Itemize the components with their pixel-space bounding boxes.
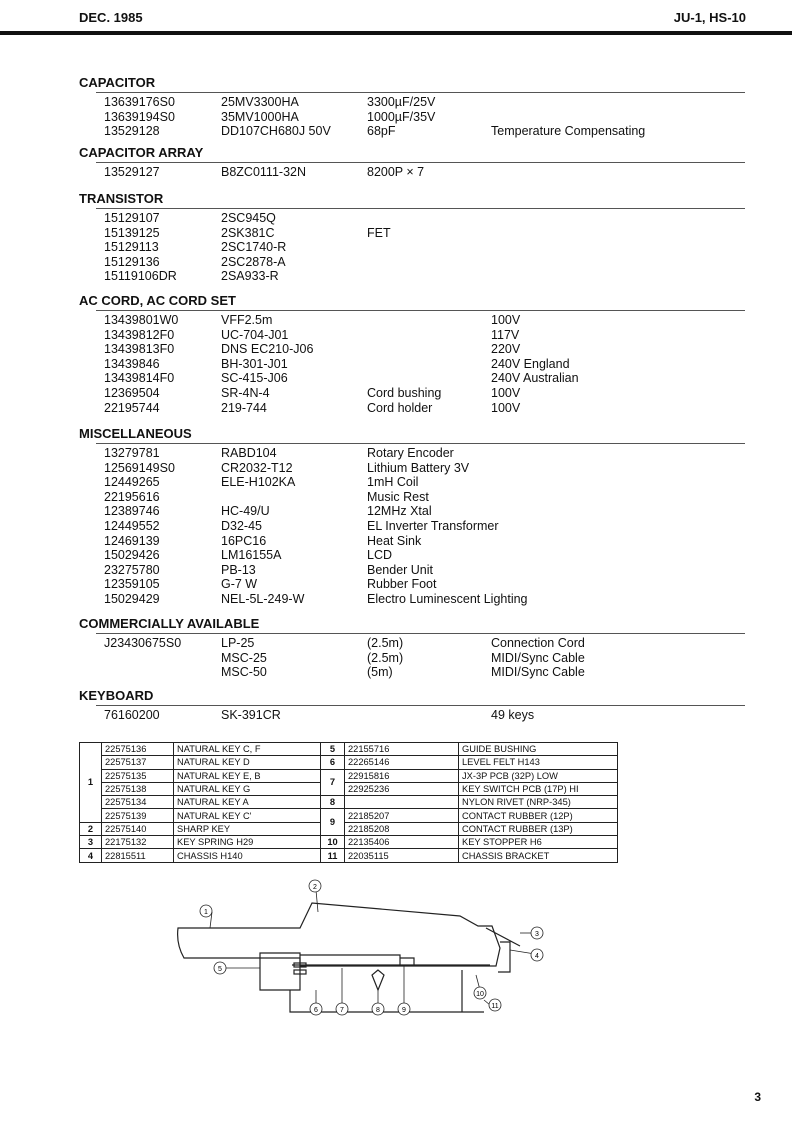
callout-label: 1 — [204, 909, 208, 916]
spec: LCD — [367, 548, 393, 563]
spec: (2.5m) — [367, 650, 404, 665]
model: CR2032-T12 — [221, 460, 293, 475]
spec: Rotary Encoder — [367, 446, 454, 460]
part-number: J23430675S0 — [104, 636, 182, 650]
header-date: DEC. 1985 — [79, 10, 143, 25]
item-number: 1 — [80, 743, 102, 823]
spec: Heat Sink — [367, 533, 422, 548]
model: G-7 W — [221, 577, 258, 592]
model: 219-744 — [221, 400, 267, 415]
note: 100V — [491, 400, 521, 415]
section-title: CAPACITOR — [79, 75, 156, 90]
spec: FET — [367, 225, 391, 240]
part-number: 13439813F0 — [104, 342, 175, 357]
part-number: 15139125 — [104, 225, 160, 240]
callout-label: 6 — [314, 1007, 318, 1014]
spec: 1mH Coil — [367, 475, 419, 490]
part-number: 13439846 — [104, 356, 160, 371]
spec: 3300µF/25V — [367, 95, 436, 109]
note: 117V — [491, 327, 520, 342]
model: BH-301-J01 — [221, 356, 288, 371]
header-model: JU-1, HS-10 — [673, 10, 746, 25]
note: 240V England — [491, 356, 570, 371]
model: 2SC2878-A — [221, 254, 286, 269]
part-number: 13639176S0 — [104, 95, 175, 109]
model: 2SC945Q — [221, 211, 276, 225]
model: SC-415-J06 — [221, 371, 288, 386]
callout-label: 4 — [535, 953, 539, 960]
callout-label: 10 — [476, 991, 484, 998]
callout-label: 7 — [340, 1007, 344, 1014]
section-title: KEYBOARD — [79, 688, 154, 703]
part-number: 15129113 — [104, 240, 159, 255]
callout-label: 5 — [218, 966, 222, 973]
model: PB-13 — [221, 562, 256, 577]
part-number: 13439801W0 — [104, 313, 179, 327]
model: DNS EC210-J06 — [221, 342, 314, 357]
model: 2SA933-R — [221, 269, 279, 284]
model: 16PC16 — [221, 533, 267, 548]
spec: Electro Luminescent Lighting — [367, 592, 528, 606]
part-number: 15129136 — [104, 254, 160, 269]
part-number: 12469139 — [104, 533, 160, 548]
part-number: 22195744 — [104, 400, 160, 415]
callout-label: 8 — [376, 1007, 380, 1014]
model: LP-25 — [221, 636, 255, 650]
section-title: MISCELLANEOUS — [79, 426, 192, 441]
part-number: 12449265 — [104, 475, 160, 490]
part-number: 23275780 — [104, 562, 160, 577]
part-number: 12389746 — [104, 504, 160, 519]
note: 49 keys — [491, 708, 535, 722]
part-number: 12369504 — [104, 386, 160, 400]
model: RABD104 — [221, 446, 277, 460]
note: MIDI/Sync Cable — [491, 665, 585, 680]
keyboard-parts-table: 1 22575136 NATURAL KEY C, F 5 22155716 GUIDE BUSHING 22575137 NATURAL KEY D 6 22265146 LEVEL FELT H143 22575135 NATURAL KEY E, B 7 22915816 JX-3P PCB (32P) LOW 22575138 NATURAL KEY G 22925236 KEY SWITCH PCB (17P) HI 22575134 NATURAL KEY A 8 NYLON RIVET (NRP-345) 22575139 NATURAL KEY C' 9 22185207 CONTACT RUBBER (12P) 2 22575140 SHARP KEY 22185208 CONTACT RUBBER (13P) 3 22175132 KEY SPRING H29 10 22135406 KEY STOPPER H6 4 22815511 CHASSIS H140 11 22035115 CHASSIS BRACKET — [79, 742, 618, 863]
callout-label: 9 — [402, 1007, 406, 1014]
spec: Lithium Battery 3V — [367, 460, 470, 475]
note: 100V — [491, 313, 521, 327]
model: ELE-H102KA — [221, 475, 296, 490]
model: LM16155A — [221, 548, 282, 563]
callout-label: 11 — [491, 1003, 499, 1010]
section-title: CAPACITOR ARRAY — [79, 145, 204, 160]
part-number: 13529127 — [104, 165, 160, 179]
note: Connection Cord — [491, 636, 585, 650]
model: NEL-5L-249-W — [221, 592, 305, 606]
model: DD107CH680J 50V — [221, 124, 331, 139]
model: SK-391CR — [221, 708, 281, 722]
model: UC-704-J01 — [221, 327, 289, 342]
model: SR-4N-4 — [221, 386, 270, 400]
note: 220V — [491, 342, 521, 357]
spec: 8200P × 7 — [367, 165, 425, 179]
spec: Cord holder — [367, 400, 433, 415]
section-title: COMMERCIALLY AVAILABLE — [79, 616, 260, 631]
callout-label: 3 — [535, 931, 539, 938]
part-number: 15029426 — [104, 548, 160, 563]
model: 25MV3300HA — [221, 95, 299, 109]
page-number: 3 — [754, 1090, 761, 1104]
spec: 12MHz Xtal — [367, 504, 432, 519]
spec: Bender Unit — [367, 562, 434, 577]
part-number: 13279781 — [104, 446, 160, 460]
part-number: 76160200 — [104, 708, 160, 722]
note: MIDI/Sync Cable — [491, 650, 585, 665]
part-number: 15129107 — [104, 211, 160, 225]
part-number: 15029429 — [104, 592, 160, 606]
spec: Cord bushing — [367, 386, 442, 400]
model: B8ZC0111-32N — [221, 165, 306, 179]
spec: 68pF — [367, 124, 396, 139]
note: 240V Australian — [491, 371, 579, 386]
model: HC-49/U — [221, 504, 270, 519]
callout-label: 2 — [313, 884, 317, 891]
model: D32-45 — [221, 519, 262, 533]
part-number: 13639194S0 — [104, 109, 175, 124]
part-number: 12359105 — [104, 577, 160, 592]
section-title: TRANSISTOR — [79, 191, 164, 206]
part-number: 13439812F0 — [104, 327, 175, 342]
note: Temperature Compensating — [491, 124, 646, 139]
spec: EL Inverter Transformer — [367, 519, 499, 533]
spec: Rubber Foot — [367, 577, 437, 592]
spec: (2.5m) — [367, 636, 404, 650]
section-title: AC CORD, AC CORD SET — [79, 293, 236, 308]
spec: (5m) — [367, 665, 393, 680]
spec: 1000µF/35V — [367, 109, 436, 124]
part-number: 13529128 — [104, 124, 160, 139]
part-number: 22195616 — [104, 489, 160, 504]
model: 2SC1740-R — [221, 240, 287, 255]
model: 35MV1000HA — [221, 109, 299, 124]
model: 2SK381C — [221, 225, 275, 240]
model: MSC-25 — [221, 650, 267, 665]
model: VFF2.5m — [221, 313, 273, 327]
spec: Music Rest — [367, 489, 429, 504]
part-number: 15119106DR — [104, 269, 177, 284]
model: MSC-50 — [221, 665, 267, 680]
part-number: 12449552 — [104, 519, 160, 533]
note: 100V — [491, 386, 521, 400]
part-number: 12569149S0 — [104, 460, 175, 475]
part-number: 13439814F0 — [104, 371, 175, 386]
